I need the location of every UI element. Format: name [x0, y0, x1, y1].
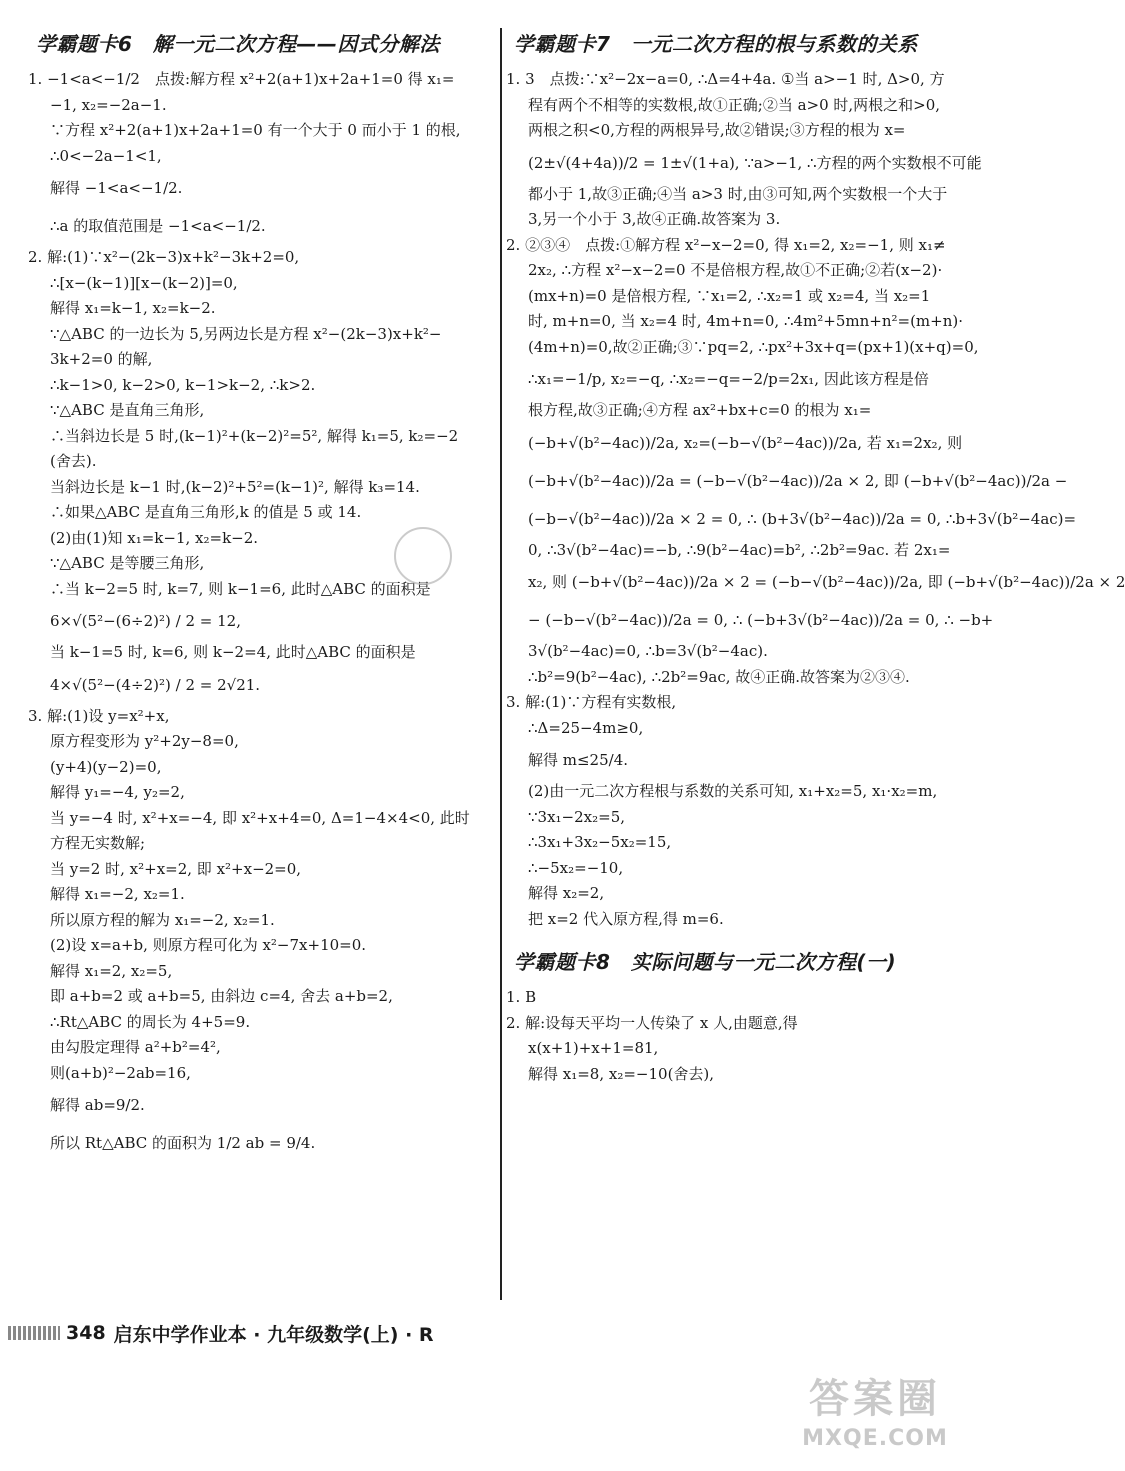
- text-line: 即 a+b=2 或 a+b=5, 由斜边 c=4, 舍去 a+b=2,: [50, 987, 393, 1005]
- text-line: (2±√(4+4a))/2 = 1±√(1+a), ∵a>−1, ∴方程的两个实数根不可能: [528, 153, 982, 172]
- text-line: 根方程,故③正确;④方程 ax²+bx+c=0 的根为 x₁=: [528, 401, 872, 419]
- footer-bar-icon: [8, 1326, 60, 1340]
- text-line: 程有两个不相等的实数根,故①正确;②当 a>0 时,两根之和>0,: [528, 95, 941, 114]
- text-line: ∴[x−(k−1)][x−(k−2)]=0,: [50, 273, 238, 292]
- text-line: ∴b²=9(b²−4ac), ∴2b²=9ac, 故④正确.故答案为②③④.: [528, 667, 910, 686]
- text-line: 则(a+b)²−2ab=16,: [50, 1063, 191, 1082]
- text-line: 3. 解:(1)∵方程有实数根,: [506, 693, 677, 711]
- text-line: (−b+√(b²−4ac))/2a, x₂=(−b−√(b²−4ac))/2a, 若 x₁=2x₂, 则: [528, 433, 963, 452]
- text-line: ∴a 的取值范围是 −1<a<−1/2.: [50, 217, 266, 235]
- text-line: 0, ∴3√(b²−4ac)=−b, ∴9(b²−4ac)=b², ∴2b²=9ac. 若 2x₁=: [528, 540, 951, 559]
- text-line: −1, x₂=−2a−1.: [50, 95, 167, 114]
- text-line: 2. 解:设每天平均一人传染了 x 人,由题意,得: [506, 1013, 798, 1032]
- text-line: 3k+2=0 的解,: [50, 350, 153, 368]
- page-number: 348: [66, 1322, 106, 1344]
- text-line: 所以 Rt△ABC 的面积为 1/2 ab = 9/4.: [50, 1134, 316, 1152]
- text-line: (−b−√(b²−4ac))/2a × 2 = 0, ∴ (b+3√(b²−4ac))/2a = 0, ∴b+3√(b²−4ac)=: [528, 509, 1077, 528]
- text-line: ∵3x₁−2x₂=5,: [528, 807, 626, 826]
- text-line: 所以原方程的解为 x₁=−2, x₂=1.: [50, 910, 275, 929]
- text-line: 3,另一个小于 3,故④正确.故答案为 3.: [528, 210, 781, 228]
- text-line: (舍去).: [50, 452, 97, 470]
- text-line: 时, m+n=0, 当 x₂=4 时, 4m+n=0, ∴4m²+5mn+n²=(m+n)·: [528, 312, 963, 330]
- watermark-logo: 答案圈: [809, 1376, 941, 1422]
- text-line: ∴如果△ABC 是直角三角形,k 的值是 5 或 14.: [50, 503, 362, 521]
- text-line: 解得 x₁=2, x₂=5,: [50, 961, 173, 980]
- ink-stamp-mark: [394, 527, 452, 585]
- text-line: 都小于 1,故③正确;④当 a>3 时,由③可知,两个实数根一个大于: [528, 184, 948, 203]
- text-line: 解得 −1<a<−1/2.: [50, 179, 183, 197]
- right-column: [506, 26, 1125, 1087]
- text-line: 由勾股定理得 a²+b²=4²,: [50, 1038, 221, 1056]
- text-line: ∴k−1>0, k−2>0, k−1>k−2, ∴k>2.: [50, 375, 316, 394]
- text-line: 当 y=2 时, x²+x=2, 即 x²+x−2=0,: [50, 859, 302, 878]
- text-line: ∴x₁=−1/p, x₂=−q, ∴x₂=−q=−2/p=2x₁, 因此该方程是倍: [528, 370, 929, 388]
- text-line: 解得 x₁=8, x₂=−10(舍去),: [528, 1064, 715, 1083]
- text-line: (2)由一元二次方程根与系数的关系可知, x₁+x₂=5, x₁·x₂=m,: [528, 782, 938, 800]
- text-line: ∵△ABC 是等腰三角形,: [50, 554, 205, 572]
- text-line: 解得 ab=9/2.: [50, 1096, 145, 1114]
- text-line: 2. 解:(1)∵x²−(2k−3)x+k²−3k+2=0,: [28, 248, 300, 266]
- text-line: 当 k−1=5 时, k=6, 则 k−2=4, 此时△ABC 的面积是: [50, 643, 416, 661]
- text-line: (y+4)(y−2)=0,: [50, 757, 162, 776]
- text-line: ∴当 k−2=5 时, k=7, 则 k−1=6, 此时△ABC 的面积是: [50, 579, 431, 598]
- text-line: (mx+n)=0 是倍根方程, ∵x₁=2, ∴x₂=1 或 x₂=4, 当 x₂=1: [528, 286, 931, 305]
- text-line: 解得 x₁=−2, x₂=1.: [50, 885, 185, 903]
- text-line: ∴3x₁+3x₂−5x₂=15,: [528, 833, 672, 851]
- text-line: 解得 y₁=−4, y₂=2,: [50, 783, 185, 801]
- watermark: [770, 1372, 980, 1464]
- book-title: 启东中学作业本 · 九年级数学(上) · R: [113, 1323, 434, 1346]
- text-line: ∴Δ=25−4m≥0,: [528, 718, 644, 737]
- text-line: 3. 解:(1)设 y=x²+x,: [28, 706, 170, 725]
- text-line: 2. ②③④ 点拨:①解方程 x²−x−2=0, 得 x₁=2, x₂=−1, 则 x₁≠: [506, 235, 946, 254]
- text-line: 当斜边长是 k−1 时,(k−2)²+5²=(k−1)², 解得 k₃=14.: [50, 477, 420, 496]
- text-line: ∴−5x₂=−10,: [528, 858, 624, 877]
- text-line: 原方程变形为 y²+2y−8=0,: [50, 732, 239, 750]
- text-line: ∴当斜边长是 5 时,(k−1)²+(k−2)²=5², 解得 k₁=5, k₂=−2: [50, 426, 459, 445]
- text-line: 1. −1<a<−1/2 点拨:解方程 x²+2(a+1)x+2a+1=0 得 x₁=: [28, 70, 455, 88]
- column-divider: [500, 28, 502, 1300]
- text-line: ∵方程 x²+2(a+1)x+2a+1=0 有一个大于 0 而小于 1 的根,: [50, 121, 461, 139]
- text-line: ∴Rt△ABC 的周长为 4+5=9.: [50, 1012, 251, 1031]
- text-line: (−b+√(b²−4ac))/2a = (−b−√(b²−4ac))/2a × 2, 即 (−b+√(b²−4ac))/2a −: [528, 471, 1068, 490]
- text-line: 4×√(5²−(4÷2)²) / 2 = 2√21.: [50, 675, 261, 694]
- text-line: 1. B: [506, 988, 537, 1006]
- section-title-card-6: 学霸题卡6 解一元二次方程——因式分解法: [36, 32, 440, 56]
- text-line: 把 x=2 代入原方程,得 m=6.: [528, 909, 724, 928]
- text-line: (2)由(1)知 x₁=k−1, x₂=k−2.: [50, 528, 259, 547]
- page-footer: [8, 1316, 528, 1350]
- text-line: − (−b−√(b²−4ac))/2a = 0, ∴ (−b+3√(b²−4ac))/2a = 0, ∴ −b+: [528, 611, 994, 629]
- text-line: x₂, 则 (−b+√(b²−4ac))/2a × 2 = (−b−√(b²−4ac))/2a, 即 (−b+√(b²−4ac))/2a × 2: [528, 573, 1125, 591]
- section-title-card-7: 学霸题卡7 一元二次方程的根与系数的关系: [514, 32, 918, 56]
- left-column: [28, 26, 496, 1162]
- text-line: ∴0<−2a−1<1,: [50, 146, 162, 165]
- text-line: 1. 3 点拨:∵x²−2x−a=0, ∴Δ=4+4a. ①当 a>−1 时, Δ>0, 方: [506, 70, 945, 88]
- text-line: 6×√(5²−(6÷2)²) / 2 = 12,: [50, 612, 241, 630]
- watermark-url: MXQE.COM: [802, 1426, 948, 1451]
- text-line: 3√(b²−4ac)=0, ∴b=3√(b²−4ac).: [528, 642, 768, 660]
- text-line: (2)设 x=a+b, 则原方程可化为 x²−7x+10=0.: [50, 936, 367, 954]
- text-line: 解得 x₂=2,: [528, 884, 605, 902]
- section-title-card-8: 学霸题卡8 实际问题与一元二次方程(一): [514, 950, 897, 974]
- text-line: x(x+1)+x+1=81,: [528, 1039, 659, 1057]
- text-line: 方程无实数解;: [50, 834, 146, 852]
- text-line: 两根之积<0,方程的两根异号,故②错误;③方程的根为 x=: [528, 121, 906, 139]
- text-line: 2x₂, ∴方程 x²−x−2=0 不是倍根方程,故①不正确;②若(x−2)·: [528, 261, 943, 279]
- text-line: 解得 x₁=k−1, x₂=k−2.: [50, 299, 216, 317]
- text-line: 解得 m≤25/4.: [528, 751, 629, 769]
- text-line: ∵△ABC 的一边长为 5,另两边长是方程 x²−(2k−3)x+k²−: [50, 324, 442, 343]
- text-line: 当 y=−4 时, x²+x=−4, 即 x²+x+4=0, Δ=1−4×4<0, 此时: [50, 808, 470, 827]
- text-line: ∵△ABC 是直角三角形,: [50, 401, 205, 419]
- text-line: (4m+n)=0,故②正确;③∵pq=2, ∴px²+3x+q=(px+1)(x+q)=0,: [528, 337, 979, 356]
